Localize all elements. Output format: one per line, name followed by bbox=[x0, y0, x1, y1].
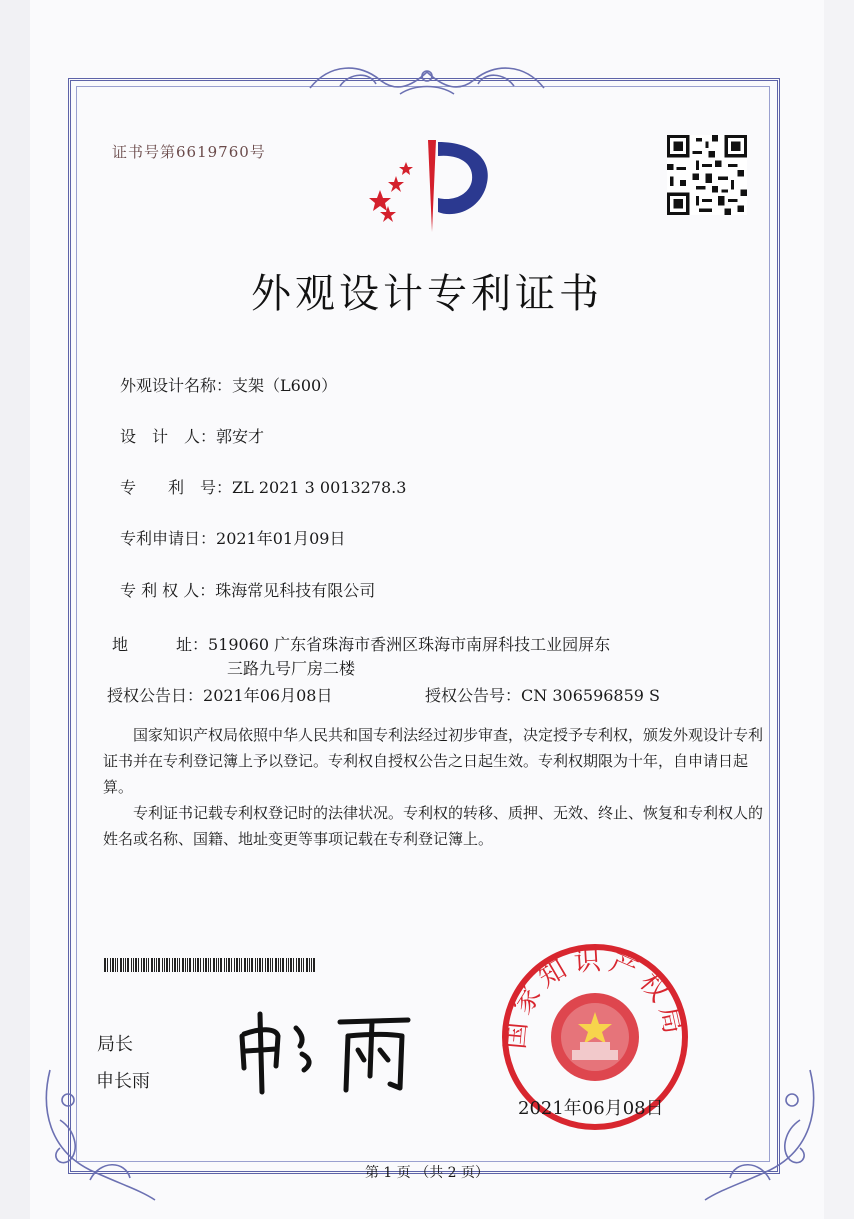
design-name-value: 支架（L600） bbox=[232, 376, 338, 395]
filing-date-row bbox=[120, 526, 345, 549]
address-line-1: 519060 广东省珠海市香洲区珠海市南屏科技工业园屏东 bbox=[208, 635, 611, 654]
certificate-title: 外观设计专利证书 bbox=[251, 271, 603, 317]
body-paragraph-2: 专利证书记载专利权登记时的法律状况。专利权的转移、质押、无效、终止、恢复和专利权人的姓名或名称、国籍、地址变更等事项记载在专利登记簿上。 bbox=[103, 804, 764, 848]
qr-code bbox=[667, 135, 747, 215]
barcode bbox=[104, 958, 318, 972]
page-number: 第 1 页 （共 2 页） bbox=[364, 1165, 490, 1181]
certificate-number: 证书号第6619760号 bbox=[112, 143, 266, 161]
designer-label: 设 计 人： bbox=[120, 427, 217, 446]
patent-office-logo bbox=[366, 132, 496, 242]
grant-number-row bbox=[425, 683, 660, 706]
filing-date-label: 专利申请日： bbox=[120, 529, 217, 548]
body-paragraph-1: 国家知识产权局依照中华人民共和国专利法经过初步审查，决定授予专利权，颁发外观设计专利证书并在专利登记簿上予以登记。专利权自授权公告之日起生效。专利权期限为十年，自申请日起算。 bbox=[103, 726, 764, 796]
design-name-row bbox=[120, 373, 337, 396]
patent-number-row bbox=[120, 475, 406, 498]
director-title: 局长 bbox=[97, 1034, 133, 1055]
grant-number-label: 授权公告号： bbox=[425, 686, 522, 705]
patentee-value: 珠海常见科技有限公司 bbox=[215, 581, 376, 600]
grant-date-row bbox=[107, 683, 332, 706]
grant-date-label: 授权公告日： bbox=[107, 686, 204, 705]
bottom-right-ornament bbox=[700, 1060, 830, 1210]
designer-row bbox=[120, 424, 264, 447]
designer-value: 郭安才 bbox=[216, 427, 265, 446]
patentee-label: 专 利 权 人： bbox=[120, 581, 216, 600]
address-line-2: 三路九号厂房二楼 bbox=[227, 659, 356, 678]
grant-date-value: 2021年06月08日 bbox=[203, 686, 333, 705]
address-row bbox=[112, 632, 610, 655]
grant-number-value: CN 306596859 S bbox=[521, 686, 661, 705]
patent-number-value: ZL 2021 3 0013278.3 bbox=[232, 478, 407, 497]
seal-date: 2021年06月08日 bbox=[518, 1098, 664, 1119]
seal-text: 国家知识产权局 bbox=[500, 944, 690, 1051]
director-signature bbox=[230, 1006, 430, 1096]
filing-date-value: 2021年01月09日 bbox=[216, 529, 346, 548]
director-name: 申长雨 bbox=[96, 1071, 150, 1092]
design-name-label: 外观设计名称： bbox=[120, 376, 233, 395]
address-label: 地 址： bbox=[112, 635, 209, 654]
patentee-row bbox=[120, 578, 375, 601]
patent-number-label: 专 利 号： bbox=[120, 478, 233, 497]
top-ornament bbox=[300, 58, 554, 102]
